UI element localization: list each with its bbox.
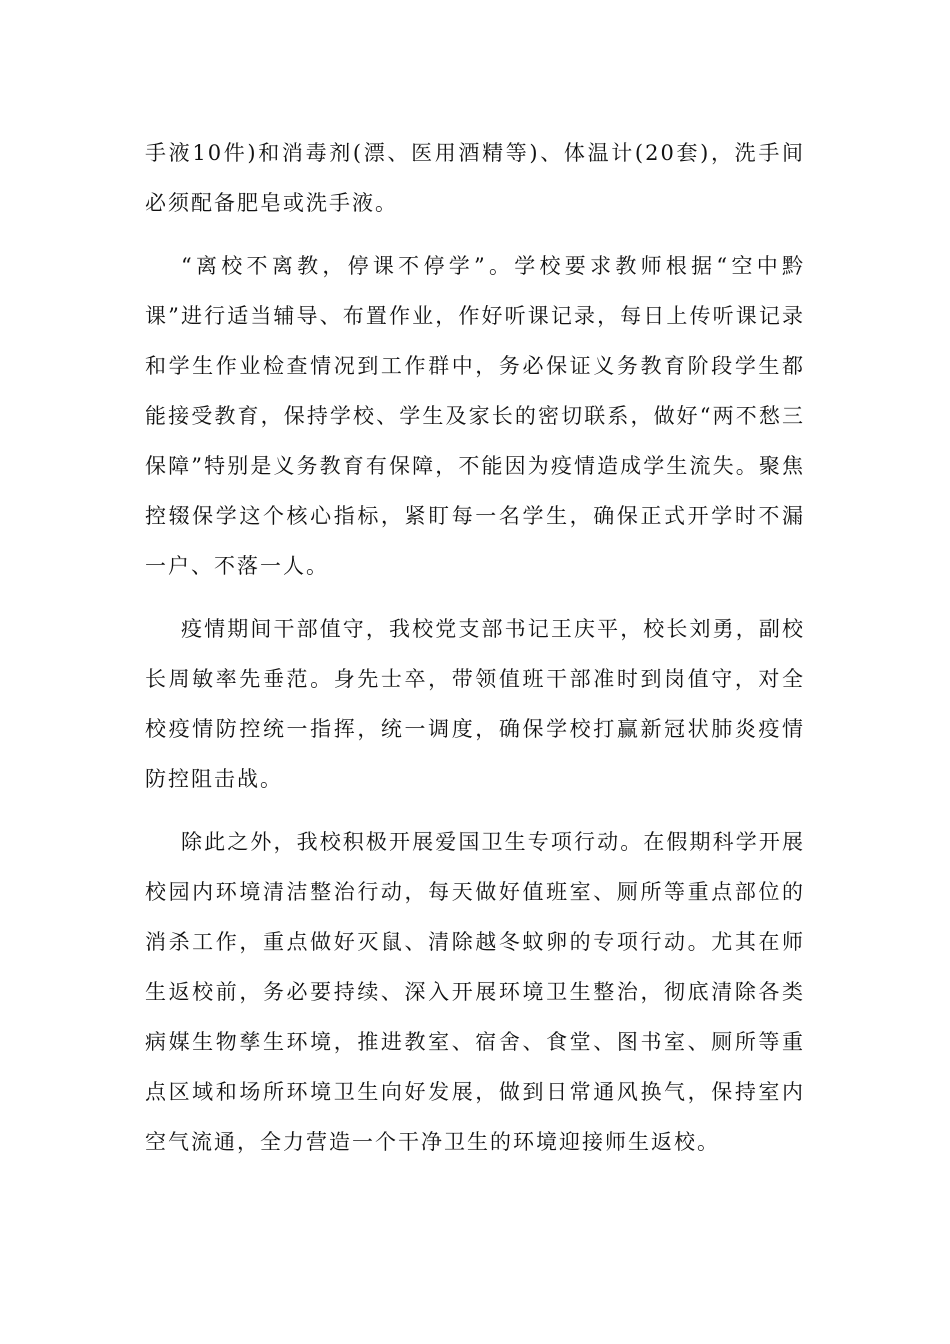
- document-body: [145, 128, 805, 1180]
- paragraph-online-teaching: “离校不离教，停课不停学”。学校要求教师根据“空中黔课”进行适当辅导、布置作业，作好听课记录，每日上传听课记录和学生作业检查情况到工作群中，务必保证义务教育阶段学生都能接受教育，保持学校、学生及家长的密切联系，做好“两不愁三保障”特别是义务教育有保障，不能因为疫情造成学生流失。聚焦控辍保学这个核心指标，紧盯每一名学生，确保正式开学时不漏一户、不落一人。: [145, 254, 805, 578]
- paragraph-duty-leadership: 疫情期间干部值守，我校党支部书记王庆平，校长刘勇，副校长周敏率先垂范。身先士卒，带领值班干部准时到岗值守，对全校疫情防控统一指挥，统一调度，确保学校打赢新冠状肺炎疫情防控阻击战。: [145, 617, 805, 791]
- paragraph-continued-supplies: 手液10件)和消毒剂(漂、医用酒精等)、体温计(20套)，洗手间必须配备肥皂或洗手液。: [145, 141, 805, 215]
- paragraph-sanitation-campaign: 除此之外，我校积极开展爱国卫生专项行动。在假期科学开展校园内环境清洁整治行动，每天做好值班室、厕所等重点部位的消杀工作，重点做好灭鼠、清除越冬蚊卵的专项行动。尤其在师生返校前，务必要持续、深入开展环境卫生整治，彻底清除各类病媒生物孳生环境，推进教室、宿舍、食堂、图书室、厕所等重点区域和场所环境卫生向好发展，做到日常通风换气，保持室内空气流通，全力营造一个干净卫生的环境迎接师生返校。: [145, 830, 805, 1154]
